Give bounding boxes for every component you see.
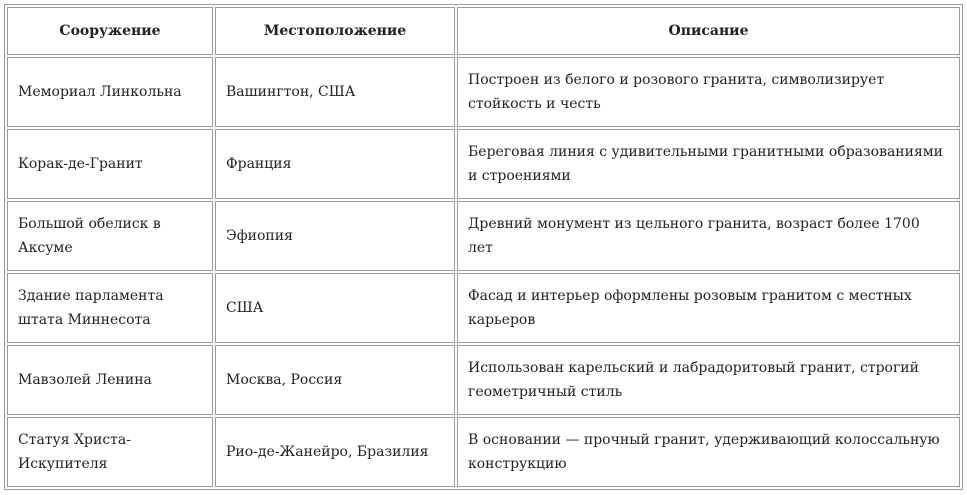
cell-structure: Здание парламента штата Миннесота xyxy=(7,273,213,343)
cell-location: США xyxy=(215,273,455,343)
table-header xyxy=(7,7,960,55)
table-body xyxy=(7,57,960,487)
cell-structure: Статуя Христа-Искупителя xyxy=(7,417,213,487)
cell-description: Использован карельский и лабрадоритовый гранит, строгий геометричный стиль xyxy=(457,345,960,415)
cell-location: Вашингтон, США xyxy=(215,57,455,127)
cell-description: Фасад и интерьер оформлены розовым гранитом с местных карьеров xyxy=(457,273,960,343)
cell-description: В основании — прочный гранит, удерживающий колоссальную конструкцию xyxy=(457,417,960,487)
cell-location: Москва, Россия xyxy=(215,345,455,415)
cell-location: Рио-де-Жанейро, Бразилия xyxy=(215,417,455,487)
cell-structure: Большой обелиск в Аксуме xyxy=(7,201,213,271)
cell-structure: Мавзолей Ленина xyxy=(7,345,213,415)
table-row xyxy=(7,201,960,271)
cell-location: Эфиопия xyxy=(215,201,455,271)
table-row xyxy=(7,273,960,343)
granite-structures-table-container xyxy=(4,4,963,489)
granite-structures-table xyxy=(4,4,963,490)
header-description: Описание xyxy=(457,7,960,55)
cell-description: Древний монумент из цельного гранита, возраст более 1700 лет xyxy=(457,201,960,271)
table-row xyxy=(7,417,960,487)
header-structure: Сооружение xyxy=(7,7,213,55)
header-row xyxy=(7,7,960,55)
table-row xyxy=(7,129,960,199)
cell-structure: Корак-де-Гранит xyxy=(7,129,213,199)
table-row xyxy=(7,345,960,415)
header-location: Местоположение xyxy=(215,7,455,55)
table-row xyxy=(7,57,960,127)
cell-structure: Мемориал Линкольна xyxy=(7,57,213,127)
cell-description: Береговая линия с удивительными гранитными образованиями и строениями xyxy=(457,129,960,199)
cell-description: Построен из белого и розового гранита, символизирует стойкость и честь xyxy=(457,57,960,127)
cell-location: Франция xyxy=(215,129,455,199)
